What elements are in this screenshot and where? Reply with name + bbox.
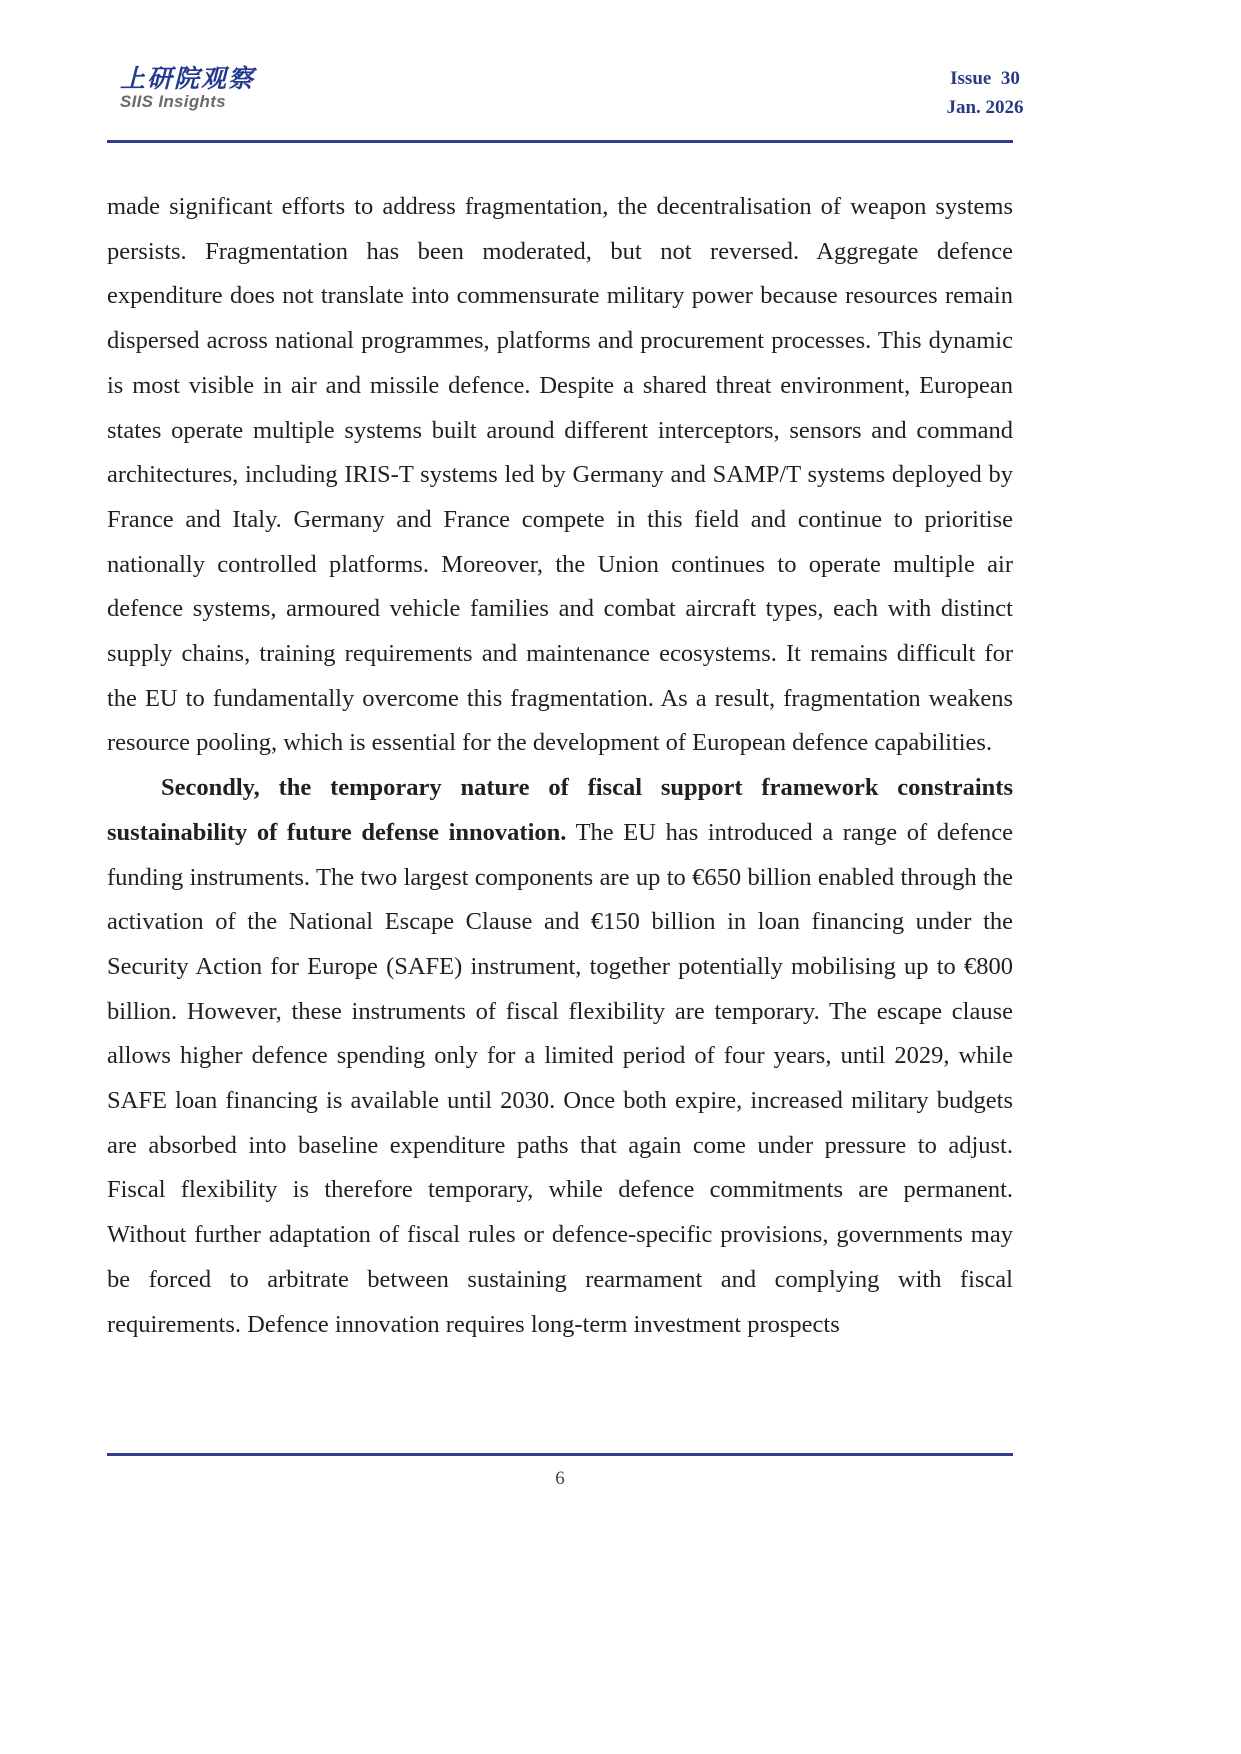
paragraph-fragmentation: made significant efforts to address fragmentation, the decentralisation of weapon systems persists. Fragmentation has been moderated, but not reversed. Aggregate defence expenditure does not translate into commensurate military power because resources remain dispersed across national programmes, platforms and procurement processes. This dynamic is most visible in air and missile defence. Despite a shared threat environment, European states operate multiple systems built around different interceptors, sensors and command architectures, including IRIS-T systems led by Germany and SAMP/T systems deployed by France and Italy. Germany and France compete in this field and continue to prioritise nationally controlled platforms. Moreover, the Union continues to operate multiple air defence systems, armoured vehicle families and combat aircraft types, each with distinct supply chains, training requirements and maintenance ecosystems. It remains difficult for the EU to fundamentally overcome this fragmentation. As a result, fragmentation weakens resource pooling, which is essential for the development of European defence capabilities. (107, 193, 1013, 757)
siis-logo (120, 64, 255, 111)
paragraph-lead-heading: Secondly, the temporary nature of fiscal support framework constraints sustainability of future defense innovation. (107, 774, 1013, 846)
issue-info (946, 64, 1023, 122)
paragraph-fiscal-text: The EU has introduced a range of defence funding instruments. The two largest components are up to €650 billion enabled through the activation of the National Escape Clause and €150 billion in loan financing under the Security Action for Europe (SAFE) instrument, together potentially mobilising up to €800 billion. However, these instruments of fiscal flexibility are temporary. The escape clause allows higher defence spending only for a limited period of four years, until 2029, while SAFE loan financing is available until 2030. Once both expire, increased military budgets are absorbed into baseline expenditure paths that again come under pressure to adjust. Fiscal flexibility is therefore temporary, while defence commitments are permanent. Without further adaptation of fiscal rules or defence-specific provisions, governments may be forced to arbitrate between sustaining rearmament and complying with fiscal requirements. Defence innovation requires long-term investment prospects (107, 818, 1013, 1338)
paragraph-fiscal-support (107, 766, 1013, 1347)
logo-english-title: SIIS Insights (120, 92, 226, 111)
article-body (107, 185, 1013, 1347)
page-number: 6 (555, 1468, 565, 1489)
issue-number: Issue 30 (950, 68, 1020, 89)
header-divider (107, 140, 1013, 143)
logo-chinese-title: 上研院观察 (120, 64, 256, 93)
issue-date: Jan. 2026 (946, 97, 1024, 118)
footer-divider (107, 1453, 1013, 1456)
